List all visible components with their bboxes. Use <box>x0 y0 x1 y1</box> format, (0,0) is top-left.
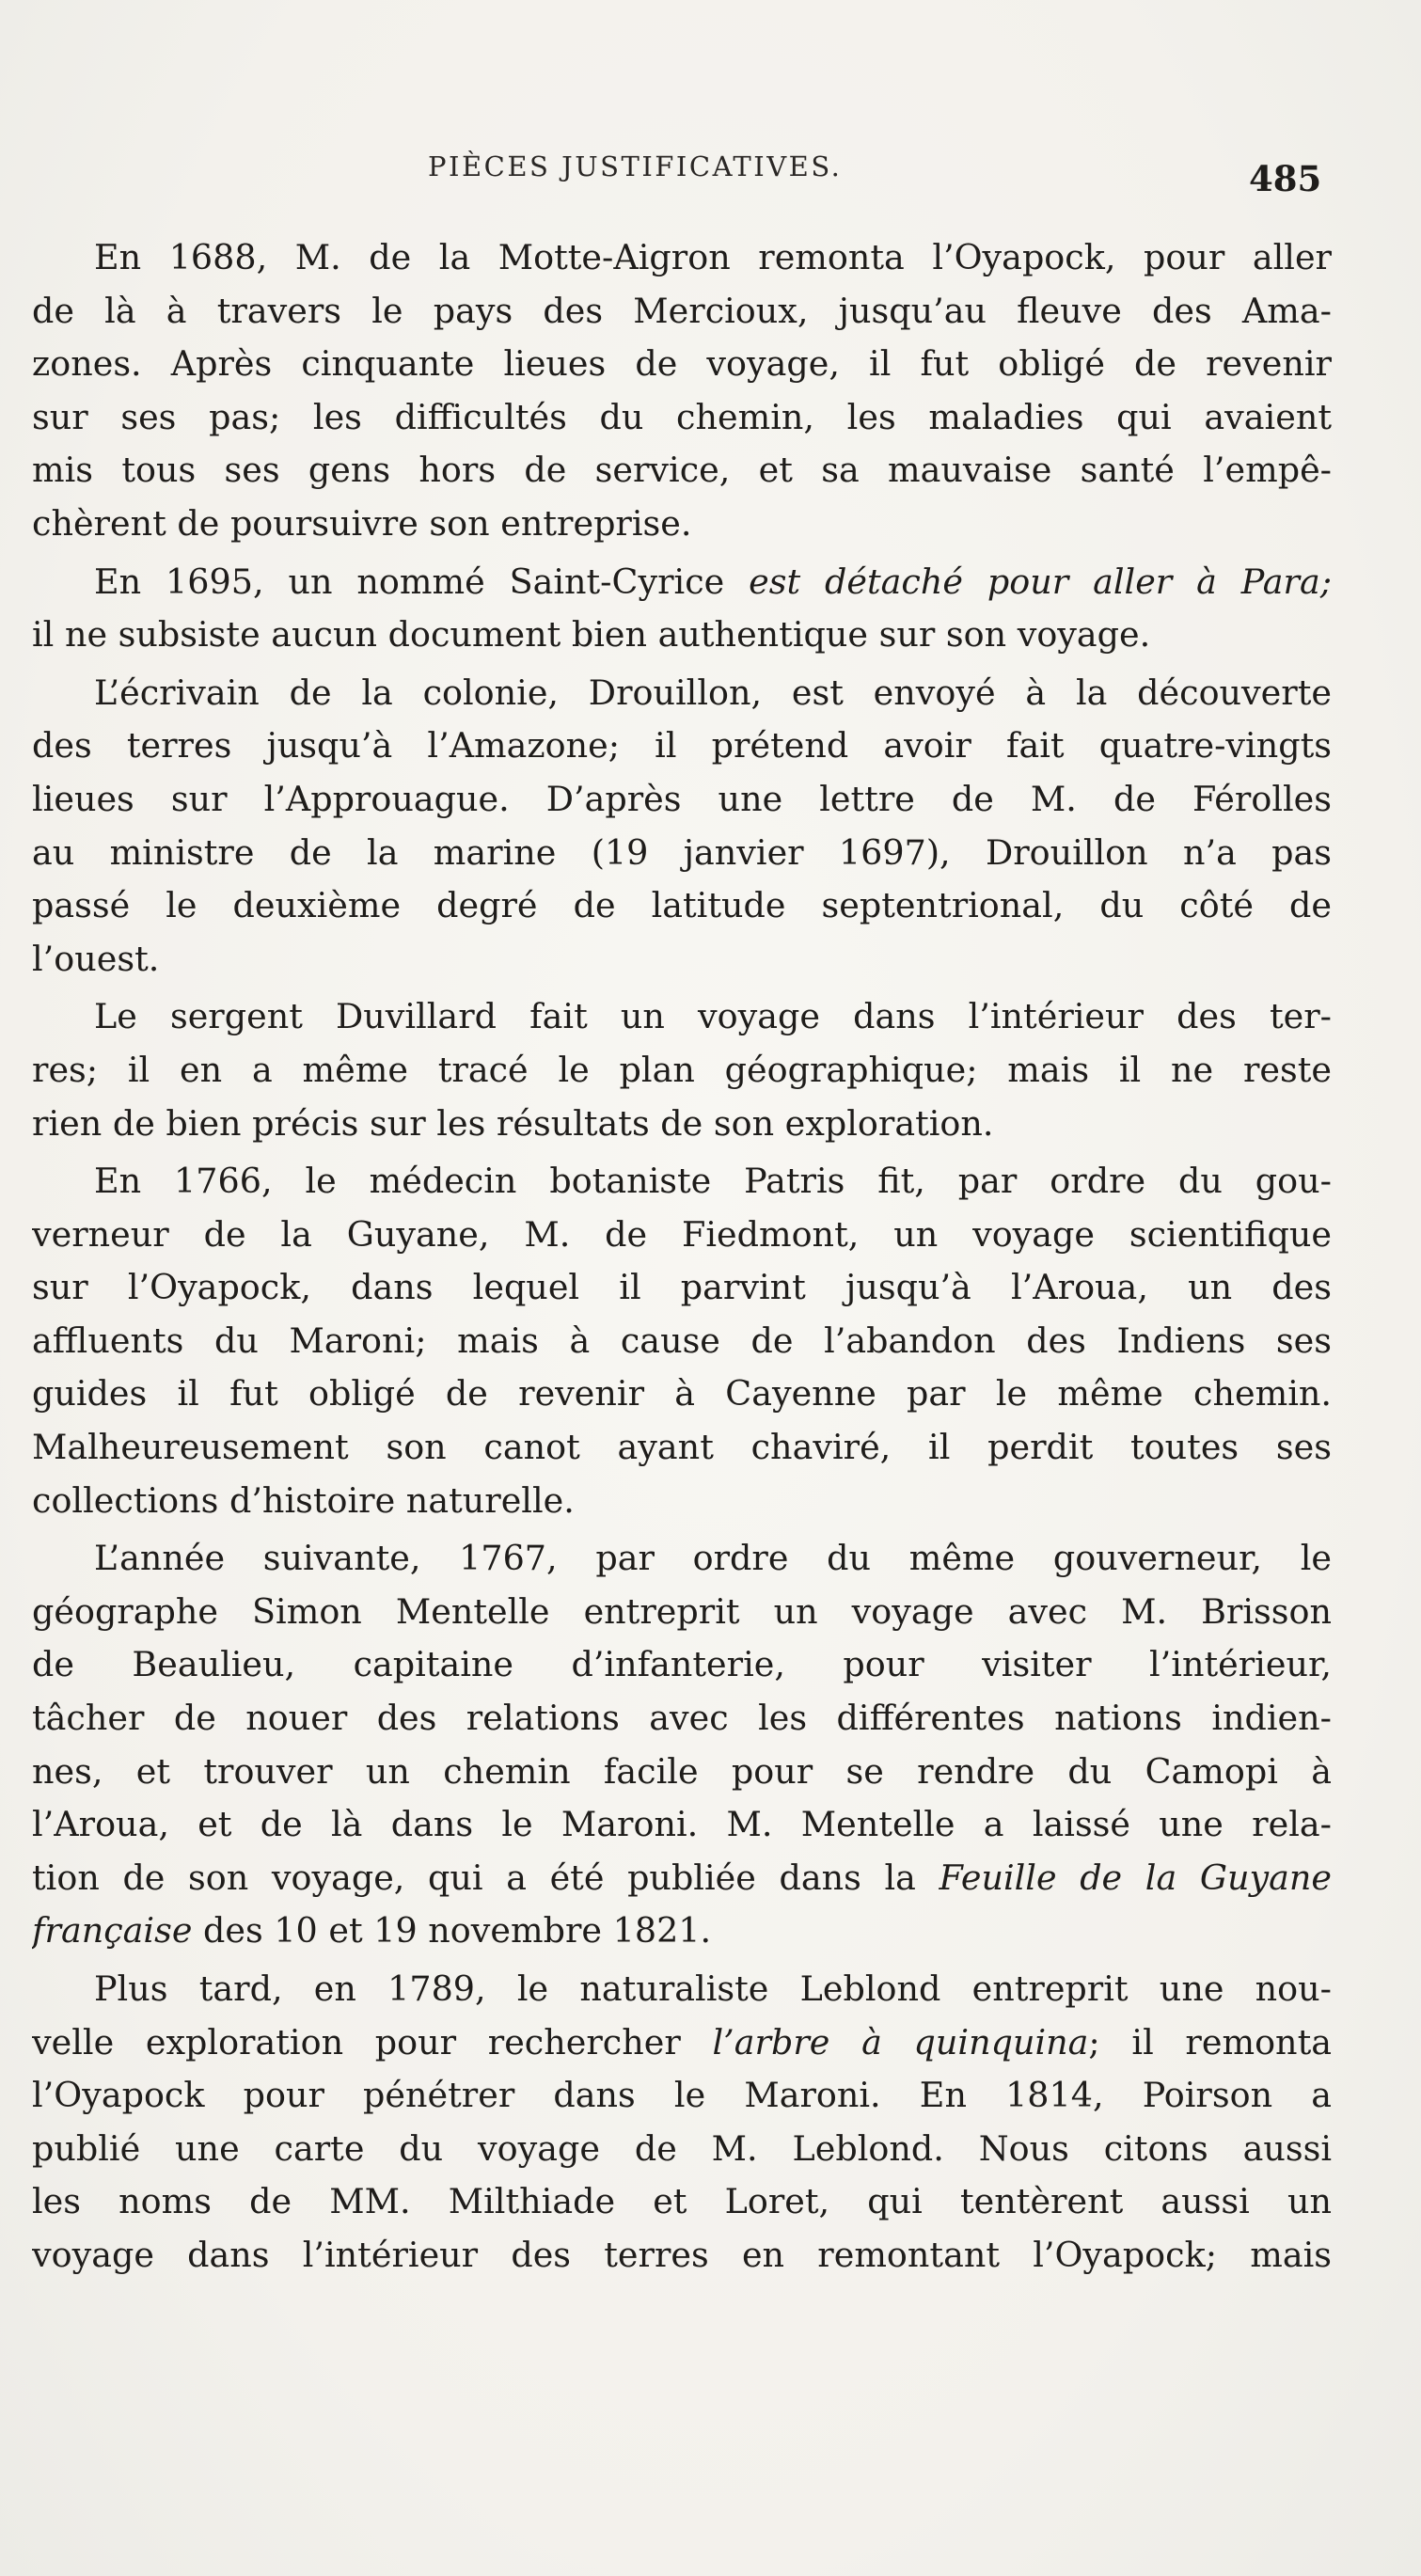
text-run: zones. Après cinquante lieues de voyage, il fut obligé de revenir <box>32 343 1332 385</box>
text-line <box>32 1261 1332 1315</box>
running-title: PIÈCES JUSTIFICATIVES. <box>428 150 843 182</box>
text-run: En 1695, un nommé Saint-Cyrice <box>94 561 750 602</box>
text-line <box>32 391 1332 445</box>
text-line <box>32 444 1332 498</box>
text-run: l’Aroua, et de là dans le Maroni. M. Mentelle a laissé une rela- <box>32 1804 1332 1845</box>
text-line <box>32 1367 1332 1421</box>
text-line <box>32 231 1332 285</box>
text-run: des terres jusqu’à l’Amazone; il prétend avoir fait quatre-vingts <box>32 725 1332 766</box>
text-run: mis tous ses gens hors de service, et sa mauvaise santé l’empê- <box>32 450 1332 491</box>
text-run: verneur de la Guyane, M. de Fiedmont, un voyage scientifique <box>32 1213 1332 1255</box>
text-run: L’année suivante, 1767, par ordre du même gouverneur, le <box>94 1538 1332 1579</box>
text-run: de Beaulieu, capitaine d’infanterie, pour visiter l’intérieur, <box>32 1644 1332 1685</box>
text-line <box>32 1746 1332 1799</box>
text-run: passé le deuxième degré de latitude septentrional, du côté de <box>32 885 1332 926</box>
text-line <box>32 1692 1332 1746</box>
text-line <box>32 1852 1332 1905</box>
text-line <box>32 2175 1332 2229</box>
text-run: au ministre de la marine (19 janvier 1697), Drouillon n’a pas <box>32 831 1332 873</box>
text-line <box>32 1963 1332 2016</box>
text-run: guides il fut obligé de revenir à Cayenne par le même chemin. <box>32 1373 1332 1414</box>
text-run: Plus tard, en 1789, le naturaliste Leblond entreprit une nou- <box>94 1968 1332 2009</box>
text-run: lieues sur l’Approuague. D’après une lettre de M. de Férolles <box>32 778 1332 819</box>
text-line <box>32 556 1332 609</box>
page-number: 485 <box>1249 158 1322 199</box>
text-run: rien de bien précis sur les résultats de son exploration. <box>32 1102 994 1144</box>
text-run: En 1766, le médecin botaniste Patris fit, par ordre du gou- <box>94 1161 1332 1202</box>
text-run: En 1688, M. de la Motte-Aigron remonta l’Oyapock, pour aller <box>94 237 1332 277</box>
text-line <box>32 338 1332 391</box>
text-run: nes, et trouver un chemin facile pour se rendre du Camopi à <box>32 1750 1332 1792</box>
text-run: ; il remonta <box>1088 2021 1332 2062</box>
paragraph <box>32 1155 1332 1527</box>
paragraph <box>32 1532 1332 1958</box>
text-run: de là à travers le pays des Mercioux, jusqu’au fleuve des Ama- <box>32 290 1332 331</box>
text-line <box>32 1532 1332 1586</box>
text-line <box>32 1904 1332 1958</box>
text-line <box>32 1209 1332 1262</box>
text-run: l’ouest. <box>32 938 160 979</box>
italic-text: l’arbre à quinquina <box>712 2021 1089 2062</box>
text-run: tâcher de nouer des relations avec les différentes nations indien- <box>32 1698 1332 1739</box>
italic-text: est détaché pour aller à Para; <box>749 561 1332 602</box>
text-line <box>32 1315 1332 1368</box>
text-run: L’écrivain de la colonie, Drouillon, est envoyé à la découverte <box>94 672 1332 713</box>
text-run: sur ses pas; les difficultés du chemin, les maladies qui avaient <box>32 396 1332 437</box>
text-line <box>32 1155 1332 1209</box>
body-text <box>32 231 1332 2287</box>
text-run: des 10 et 19 novembre 1821. <box>192 1910 712 1952</box>
text-line <box>32 773 1332 827</box>
text-run: géographe Simon Mentelle entreprit un voyage avec M. Brisson <box>32 1590 1332 1632</box>
text-line <box>32 1586 1332 1639</box>
text-run: il ne subsiste aucun document bien authentique sur son voyage. <box>32 614 1151 656</box>
text-line <box>32 933 1332 987</box>
text-line <box>32 2229 1332 2283</box>
text-run: affluents du Maroni; mais à cause de l’abandon des Indiens ses <box>32 1320 1332 1361</box>
text-line <box>32 498 1332 551</box>
text-line <box>32 2123 1332 2176</box>
text-line <box>32 719 1332 773</box>
text-run: tion de son voyage, qui a été publiée dans la <box>32 1857 939 1898</box>
text-line <box>32 608 1332 662</box>
text-run: voyage dans l’intérieur des terres en remontant l’Oyapock; mais <box>32 2234 1332 2275</box>
paragraph <box>32 990 1332 1150</box>
text-run: publié une carte du voyage de M. Leblond. Nous citons aussi <box>32 2127 1332 2169</box>
text-run: l’Oyapock pour pénétrer dans le Maroni. En 1814, Poirson a <box>32 2075 1332 2116</box>
text-line <box>32 827 1332 880</box>
text-run: Malheureusement son canot ayant chaviré, il perdit toutes ses <box>32 1427 1332 1468</box>
text-run: sur l’Oyapock, dans lequel il parvint jusqu’à l’Aroua, un des <box>32 1267 1332 1308</box>
italic-text: française <box>32 1910 193 1952</box>
paragraph <box>32 556 1332 662</box>
text-line <box>32 990 1332 1044</box>
text-run: les noms de MM. Milthiade et Loret, qui tentèrent aussi un <box>32 2181 1332 2222</box>
text-line <box>32 1421 1332 1475</box>
paragraph <box>32 231 1332 551</box>
text-line <box>32 2016 1332 2070</box>
text-run: res; il en a même tracé le plan géographique; mais il ne reste <box>32 1049 1332 1090</box>
text-line <box>32 879 1332 933</box>
italic-text: Feuille de la Guyane <box>939 1857 1332 1898</box>
text-run: velle exploration pour rechercher <box>32 2021 713 2062</box>
paragraph <box>32 1963 1332 2283</box>
text-line <box>32 1475 1332 1528</box>
text-line <box>32 1044 1332 1098</box>
paragraph <box>32 667 1332 987</box>
text-line <box>32 1098 1332 1151</box>
text-run: Le sergent Duvillard fait un voyage dans l’intérieur des ter- <box>94 996 1332 1037</box>
text-line <box>32 285 1332 339</box>
text-run: chèrent de poursuivre son entreprise. <box>32 502 692 544</box>
text-line <box>32 1798 1332 1852</box>
text-line <box>32 1638 1332 1692</box>
text-line <box>32 2069 1332 2123</box>
text-run: collections d’histoire naturelle. <box>32 1479 575 1521</box>
text-line <box>32 667 1332 720</box>
